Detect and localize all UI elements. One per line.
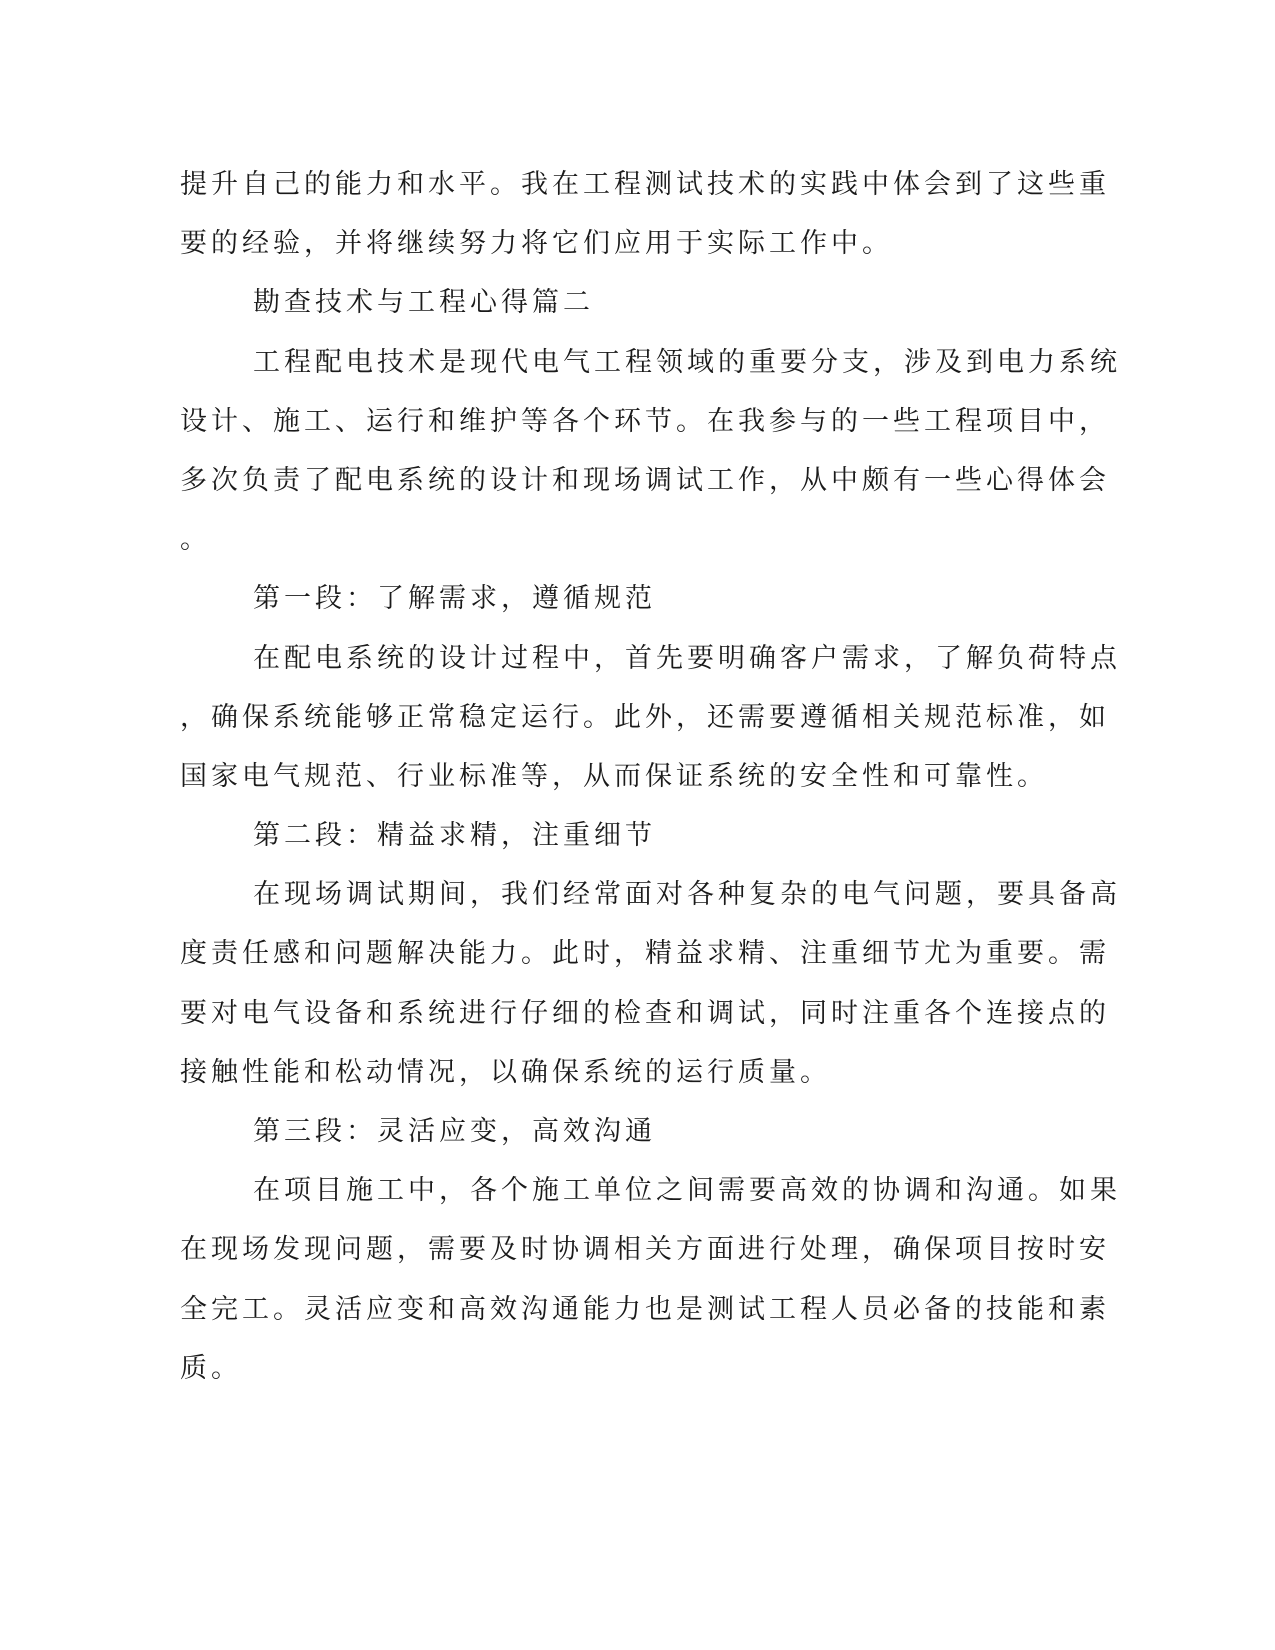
section-heading: 第三段：灵活应变，高效沟通 <box>253 1116 656 1147</box>
section-heading: 第二段：精益求精，注重细节 <box>253 820 656 852</box>
document-page <box>180 155 1121 1398</box>
paragraph-line: 在现场调试期间，我们经常面对各种复杂的电气问题，要具备高 <box>253 879 1121 911</box>
paragraph-line: 全完工。灵活应变和高效沟通能力也是测试工程人员必备的技能和素 <box>180 1293 1110 1325</box>
paragraph-line: 要的经验，并将继续努力将它们应用于实际工作中。 <box>180 228 893 260</box>
paragraph-line: 度责任感和问题解决能力。此时，精益求精、注重细节尤为重要。需 <box>180 938 1110 970</box>
paragraph-line: ，确保系统能够正常稳定运行。此外，还需要遵循相关规范标准，如 <box>180 701 1110 733</box>
paragraph-line: 质。 <box>180 1352 242 1384</box>
paragraph-line: 在配电系统的设计过程中，首先要明确客户需求，了解负荷特点 <box>253 642 1121 674</box>
paragraph-line: 。 <box>180 524 211 556</box>
paragraph-line: 国家电气规范、行业标准等，从而保证系统的安全性和可靠性。 <box>180 760 1048 792</box>
paragraph-line: 提升自己的能力和水平。我在工程测试技术的实践中体会到了这些重 <box>180 169 1110 200</box>
paragraph-line: 工程配电技术是现代电气工程领域的重要分支，涉及到电力系统 <box>253 346 1121 378</box>
paragraph-line: 接触性能和松动情况，以确保系统的运行质量。 <box>180 1056 831 1088</box>
paragraph-line: 在项目施工中，各个施工单位之间需要高效的协调和沟通。如果 <box>253 1175 1121 1207</box>
paragraph-line: 在现场发现问题，需要及时协调相关方面进行处理，确保项目按时安 <box>180 1234 1110 1266</box>
paragraph-line: 要对电气设备和系统进行仔细的检查和调试，同时注重各个连接点的 <box>180 997 1110 1029</box>
section-heading: 第一段：了解需求，遵循规范 <box>253 583 656 615</box>
paragraph-line: 多次负责了配电系统的设计和现场调试工作，从中颇有一些心得体会 <box>180 464 1110 496</box>
paragraph-line: 设计、施工、运行和维护等各个环节。在我参与的一些工程项目中， <box>180 405 1110 437</box>
section-title: 勘查技术与工程心得篇二 <box>253 287 594 319</box>
